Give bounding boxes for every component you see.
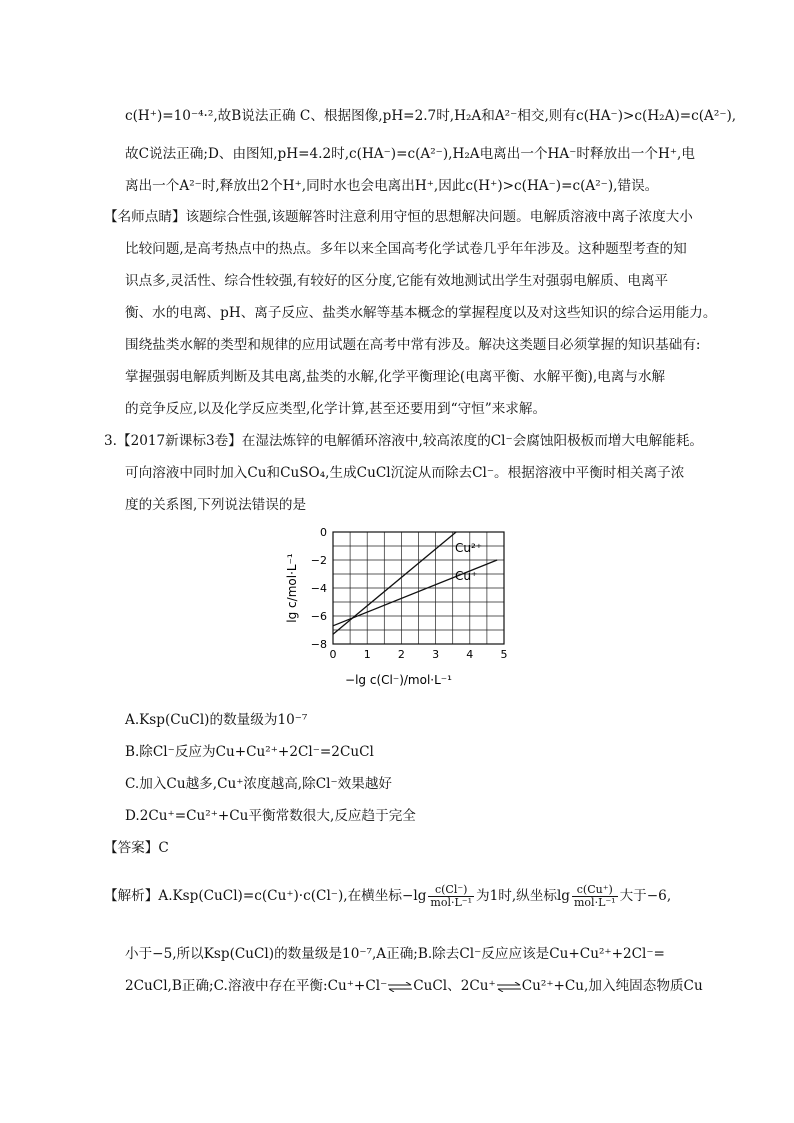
analysis-line-3: [125, 976, 703, 996]
y-axis-label: lg c/mol·L⁻¹: [285, 553, 299, 623]
tip-paragraph-line-2: 比较问题,是高考热点中的热点。多年以来全国高考化学试卷几乎年年涉及。这种题型考查的知: [125, 241, 687, 257]
analysis-line-2: 小于−5,所以Ksp(CuCl)的数量级是10⁻⁷,A正确;B.除去Cl⁻反应应该是Cu+Cu²⁺+2Cl⁻=: [125, 946, 665, 962]
option-d: D.2Cu⁺=Cu²⁺+Cu平衡常数很大,反应趋于完全: [125, 808, 416, 824]
fraction-cu: [572, 884, 618, 909]
chart-labels: [285, 526, 508, 687]
solution-text-line-3: 离出一个A²⁻时,释放出2个H⁺,同时水也会电离出H⁺,因此c(H⁺)>c(HA⁻)=c(A²⁻),错误。: [125, 178, 659, 194]
tip-paragraph-line-5: 围绕盐类水解的类型和规律的应用试题在高考中常有涉及。解决这类题目必须掌握的知识基础有:: [125, 337, 701, 353]
analysis-line-3-part-c: Cu²⁺+Cu,加入纯固态物质Cu: [521, 978, 703, 994]
option-b: B.除Cl⁻反应为Cu+Cu²⁺+2Cl⁻=2CuCl: [125, 744, 374, 760]
fraction-cu-numerator: c(Cu⁺): [572, 884, 618, 897]
question-line-2: 可向溶液中同时加入Cu和CuSO₄,生成CuCl沉淀从而除去Cl⁻。根据溶液中平衡时相关离子浓: [125, 465, 685, 481]
y-tick-label: −4: [310, 582, 327, 595]
x-tick-label: 5: [500, 648, 508, 661]
x-tick-label: 4: [466, 648, 474, 661]
question-line-1: 3.【2017新课标3卷】在湿法炼锌的电解循环溶液中,较高浓度的Cl⁻会腐蚀阳极板而增大电解能耗。: [104, 433, 704, 449]
equilibrium-arrow-icon: [387, 982, 413, 992]
fraction-cl: [428, 884, 474, 909]
tip-paragraph-line-3: 识点多,灵活性、综合性较强,有较好的区分度,它能有效地测试出学生对强弱电解质、电离平: [125, 273, 669, 289]
tip-paragraph-line-7: 的竞争反应,以及化学反应类型,化学计算,甚至还要用到“守恒”来求解。: [125, 401, 547, 417]
fraction-cu-denominator: mol·L⁻¹: [574, 896, 616, 909]
x-axis-label: −lg c(Cl⁻)/mol·L⁻¹: [345, 673, 452, 687]
analysis-line-1-part-b: 为1时,纵坐标lg: [476, 888, 570, 904]
equilibrium-arrow-icon: [496, 982, 522, 992]
option-a: A.Ksp(CuCl)的数量级为10⁻⁷: [125, 712, 308, 728]
tip-paragraph-line-1: 【名师点睛】该题综合性强,该题解答时注意利用守恒的思想解决问题。电解质溶液中离子浓度大小: [104, 209, 693, 225]
y-tick-label: 0: [320, 526, 327, 539]
x-tick-label: 3: [432, 648, 440, 661]
tip-paragraph-line-6: 掌握强弱电解质判断及其电离,盐类的水解,化学平衡理论(电离平衡、水解平衡),电离与水解: [125, 369, 666, 385]
fraction-cl-numerator: c(Cl⁻): [428, 884, 474, 897]
answer-line: 【答案】C: [104, 840, 169, 856]
analysis-line-1: [104, 882, 671, 910]
x-tick-label: 0: [329, 648, 337, 661]
solution-text-line-2: 故C说法正确;D、由图知,pH=4.2时,c(HA⁻)=c(A²⁻),H₂A电离出一个HA⁻时释放出一个H⁺,电: [125, 146, 695, 162]
y-tick-label: −6: [310, 610, 327, 623]
series-label: Cu²⁺: [455, 541, 483, 555]
series-label: Cu⁺: [455, 569, 478, 583]
x-tick-label: 1: [363, 648, 371, 661]
y-tick-label: −2: [310, 554, 327, 567]
analysis-line-3-part-a: 2CuCl,B正确;C.溶液中存在平衡:Cu⁺+Cl⁻: [125, 978, 388, 994]
fraction-cl-denominator: mol·L⁻¹: [430, 896, 472, 909]
concentration-chart: [278, 520, 528, 700]
y-tick-label: −8: [310, 638, 327, 651]
question-line-3: 度的关系图,下列说法错误的是: [125, 497, 307, 513]
x-tick-label: 2: [397, 648, 405, 661]
analysis-line-1-part-a: 【解析】A.Ksp(CuCl)=c(Cu⁺)·c(Cl⁻),在横坐标−lg: [104, 888, 427, 904]
analysis-line-3-part-b: CuCl、2Cu⁺: [413, 978, 496, 994]
option-c: C.加入Cu越多,Cu⁺浓度越高,除Cl⁻效果越好: [125, 776, 393, 792]
analysis-line-1-part-c: 大于−6,: [619, 888, 672, 904]
tip-paragraph-line-4: 衡、水的电离、pH、离子反应、盐类水解等基本概念的掌握程度以及对这些知识的综合运用能力。: [125, 305, 717, 321]
solution-text-line-1: c(H⁺)=10⁻⁴·²,故B说法正确 C、根据图像,pH=2.7时,H₂A和A²⁻相交,则有c(HA⁻)>c(H₂A)=c(A²⁻),: [125, 108, 737, 124]
